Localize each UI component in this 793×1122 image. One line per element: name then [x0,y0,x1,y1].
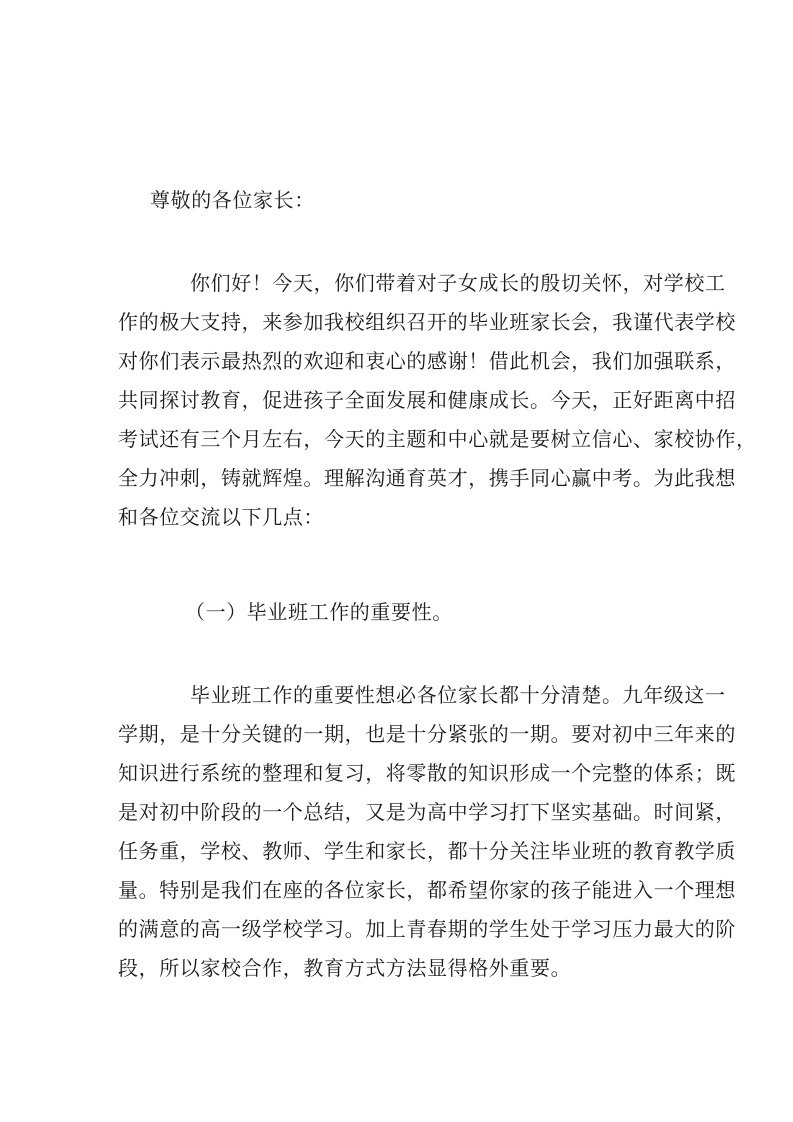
section-heading: （一）毕业班工作的重要性。 [185,600,453,624]
paragraph-2-line-2: 学期，是十分关键的一期，也是十分紧张的一期。要对初中三年来的 [118,722,736,746]
paragraph-1-line-1: 你们好！今天，你们带着对子女成长的殷切关怀，对学校工 [190,271,726,295]
paragraph-1-line-2: 作的极大支持，来参加我校组织召开的毕业班家长会，我谨代表学校 [118,310,736,334]
paragraph-1-line-3: 对你们表示最热烈的欢迎和衷心的感谢！借此机会，我们加强联系， [118,349,736,373]
paragraph-2-line-3: 知识进行系统的整理和复习，将零散的知识形成一个完整的体系；既 [118,761,736,785]
paragraph-2-line-5: 任务重，学校、教师、学生和家长，都十分关注毕业班的教育教学质 [118,839,736,863]
paragraph-2-line-8: 段，所以家校合作，教育方式方法显得格外重要。 [118,956,572,980]
paragraph-2-line-6: 量。特别是我们在座的各位家长，都希望你家的孩子能进入一个理想 [118,878,736,902]
greeting: 尊敬的各位家长： [150,188,315,212]
paragraph-1-line-4: 共同探讨教育，促进孩子全面发展和健康成长。今天，正好距离中招 [118,388,736,412]
paragraph-2-line-1: 毕业班工作的重要性想必各位家长都十分清楚。九年级这一 [190,683,726,707]
paragraph-1-line-6: 全力冲刺，铸就辉煌。理解沟通育英才，携手同心赢中考。为此我想 [118,466,736,490]
paragraph-2-line-7: 的满意的高一级学校学习。加上青春期的学生处于学习压力最大的阶 [118,917,736,941]
paragraph-1-line-7: 和各位交流以下几点： [118,505,324,529]
paragraph-1-line-5: 考试还有三个月左右，今天的主题和中心就是要树立信心、家校协作， [118,427,757,451]
paragraph-2-line-4: 是对初中阶段的一个总结，又是为高中学习打下坚实基础。时间紧， [118,800,736,824]
